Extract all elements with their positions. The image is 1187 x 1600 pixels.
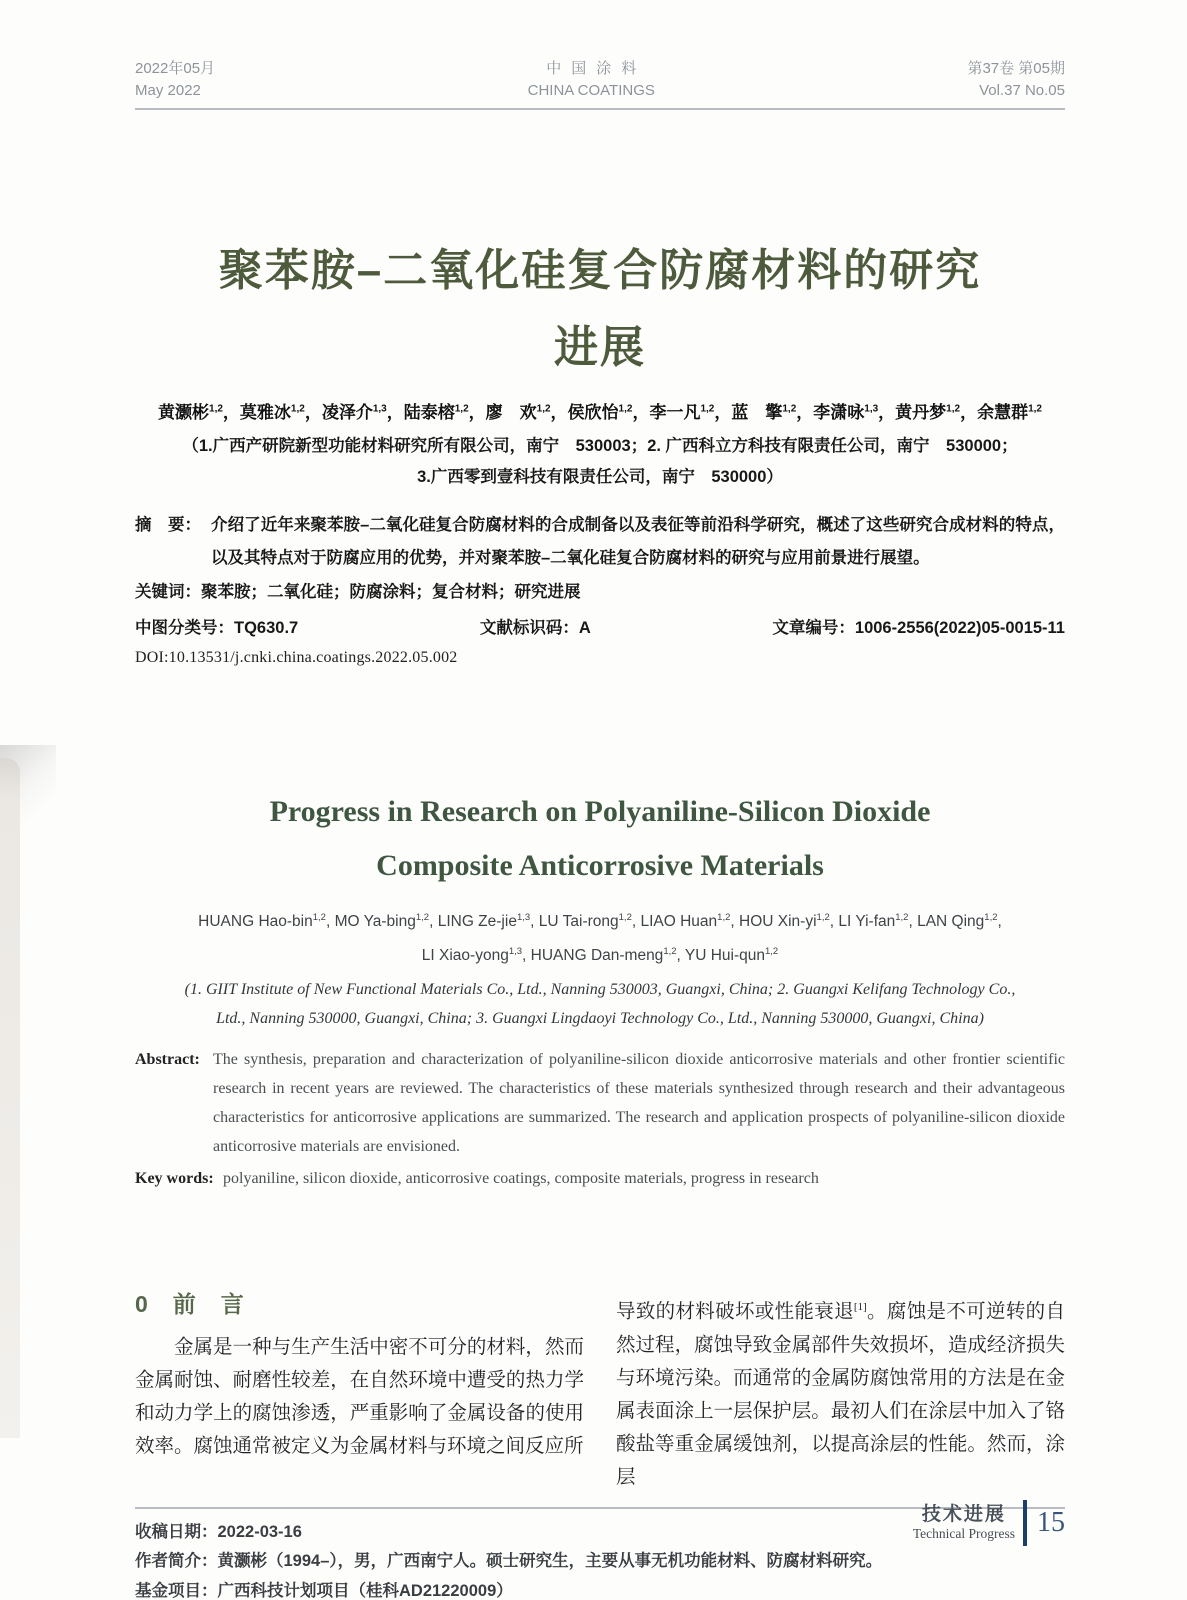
author-name: 余慧群$^{1,2}$	[977, 403, 1042, 422]
header-issue-cn: 第37卷 第05期	[967, 60, 1065, 77]
author-name: 侯欣怡$^{1,2}$	[567, 403, 633, 422]
header-date	[135, 58, 215, 102]
body-right-post: 。腐蚀是不可逆转的自然过程，腐蚀导致金属部件失效损坏，造成经济损失与环境污染。而通常的金属防腐蚀常用的方法是在金属表面涂上一层保护层。最初人们在涂层中加入了铬酸盐等重金属缓蚀剂，以提高涂层的性能。然而，涂层	[616, 1301, 1065, 1488]
abstract-cn-label: 摘 要：	[135, 516, 201, 534]
authors-en	[135, 903, 1065, 971]
header-journal	[528, 58, 655, 102]
author-name: 李潇咏$^{1,3}$	[813, 403, 879, 422]
authors-en-line1: HUANG Hao-bin$^{1,2}$, MO Ya-bing$^{1,2}$, LING Ze-jie$^{1,3}$, LU Tai-rong$^{1,2}$, LIAO Huan$^{1,2}$, HOU Xin-yi$^{1,2}$, LI Yi-fan$^{1,2}$, LAN Qing$^{1,2}$,	[198, 912, 1002, 931]
keywords-cn	[135, 576, 1065, 609]
author-name: HUANG Hao-bin$^{1,2}$	[198, 912, 326, 931]
affiliations-cn	[135, 431, 1065, 493]
body-paragraph-right	[616, 1291, 1065, 1494]
footer-divider-bar	[1023, 1500, 1027, 1546]
author-name: 黄灏彬$^{1,2}$	[158, 403, 223, 422]
meta-row	[135, 612, 1065, 644]
author-name: HOU Xin-yi$^{1,2}$	[739, 912, 830, 931]
authors-en-line2: LI Xiao-yong$^{1,3}$, HUANG Dan-meng$^{1,2}$, YU Hui-qun$^{1,2}$	[421, 946, 779, 965]
author-name: LING Ze-jie$^{1,3}$	[437, 912, 531, 931]
authors-cn: 黄灏彬$^{1,2}$，莫雅冰$^{1,2}$，凌泽介$^{1,3}$，陆泰榕$^{1,2}$，廖 欢$^{1,2}$，侯欣怡$^{1,2}$，李一凡$^{1,2}$，蓝 擎$^{1,2}$，李潇咏$^{1,3}$，黄丹梦$^{1,2}$，余慧群$^{1,2}$	[158, 403, 1042, 422]
article-title-en-line2: Composite Anticorrosive Materials	[376, 849, 824, 882]
body-column-left	[135, 1289, 584, 1494]
header-date-cn: 2022年05月	[135, 60, 216, 77]
clc-number: 中图分类号：TQ630.7	[135, 619, 299, 637]
keywords-cn-label: 关键词：	[135, 583, 201, 601]
body-columns	[135, 1289, 1065, 1494]
abstract-en	[135, 1045, 1065, 1161]
page-number: 15	[1037, 1507, 1065, 1538]
article-title-cn-line2: 进展	[554, 323, 646, 372]
keywords-cn-text: 聚苯胺；二氧化硅；防腐涂料；复合材料；研究进展	[201, 583, 581, 601]
footer-column-cn: 技术进展	[921, 1504, 1006, 1525]
author-name: HUANG Dan-meng$^{1,2}$	[530, 946, 677, 965]
author-name: LI Yi-fan$^{1,2}$	[838, 912, 909, 931]
author-name: LU Tai-rong$^{1,2}$	[538, 912, 632, 931]
author-name: 黄丹梦$^{1,2}$	[895, 403, 961, 422]
keywords-en-label: Key words:	[135, 1170, 214, 1188]
author-name: 蓝 擎$^{1,2}$	[731, 403, 797, 422]
author-name: 莫雅冰$^{1,2}$	[239, 403, 305, 422]
keywords-en-text: polyaniline, silicon dioxide, anticorrosive coatings, composite materials, progress in research	[223, 1170, 819, 1188]
keywords-en	[135, 1164, 1065, 1193]
scan-shadow-left-edge	[0, 758, 20, 1438]
footnote-funding: 基金项目：广西科技计划项目（桂科AD21220009）	[135, 1581, 513, 1600]
header-date-en: May 2022	[135, 82, 201, 99]
header-journal-en: CHINA COATINGS	[527, 82, 655, 99]
footnote-received-date: 收稿日期：2022-03-16	[135, 1522, 302, 1541]
footnote-author-bio: 作者简介：黄灏彬（1994–），男，广西南宁人。硕士研究生，主要从事无机功能材料、防腐材料研究。	[135, 1552, 883, 1571]
citation-ref-1: [1]	[853, 1301, 867, 1314]
article-title-cn	[135, 232, 1065, 386]
author-name: 陆泰榕$^{1,2}$	[403, 403, 469, 422]
article-title-en	[135, 785, 1065, 893]
body-column-right	[616, 1289, 1065, 1494]
abstract-en-label: Abstract:	[135, 1051, 200, 1069]
abstract-cn	[135, 509, 1065, 575]
affiliation-cn-line1: （1.广西产研院新型功能材料研究所有限公司，南宁 530003；2. 广西科立方科技有限责任公司，南宁 530000；	[182, 437, 1018, 455]
affiliation-en-line2: Ltd., Nanning 530000, Guangxi, China; 3. Guangxi Lingdaoyi Technology Co., Ltd., Nanning 530000, Guangxi, China)	[216, 1010, 984, 1028]
author-name: LIAO Huan$^{1,2}$	[640, 912, 731, 931]
section-heading-0-intro: 0 前 言	[135, 1291, 245, 1318]
affiliations-en	[135, 975, 1065, 1033]
author-name: YU Hui-qun$^{1,2}$	[684, 946, 779, 965]
author-name: 李一凡$^{1,2}$	[649, 403, 715, 422]
article-id: 文章编号：1006-2556(2022)05-0015-11	[772, 619, 1065, 637]
footer-column-labels	[913, 1504, 1015, 1542]
doi: DOI:10.13531/j.cnki.china.coatings.2022.05.002	[135, 649, 458, 666]
header-issue	[967, 58, 1065, 102]
body-right-pre: 导致的材料破坏或性能衰退	[616, 1301, 854, 1323]
affiliation-cn-line2: 3.广西零到壹科技有限责任公司，南宁 530000）	[417, 468, 783, 486]
document-code: 文献标识码：A	[479, 619, 591, 637]
author-name: 凌泽介$^{1,3}$	[321, 403, 387, 422]
header-journal-cn: 中国涂料	[546, 60, 647, 77]
author-name: LAN Qing$^{1,2}$	[917, 912, 998, 931]
article-title-cn-line1: 聚苯胺–二氧化硅复合防腐材料的研究	[218, 246, 982, 295]
footer-badge	[913, 1500, 1065, 1546]
article-title-en-line1: Progress in Research on Polyaniline-Silicon Dioxide	[269, 795, 931, 828]
abstract-cn-text: 介绍了近年来聚苯胺–二氧化硅复合防腐材料的合成制备以及表征等前沿科学研究，概述了这些研究合成材料的特点，以及其特点对于防腐应用的优势，并对聚苯胺–二氧化硅复合防腐材料的研究与应用前景进行展望。	[211, 516, 1065, 567]
abstract-en-text: The synthesis, preparation and characterization of polyaniline-silicon dioxide anticorrosive materials and other frontier scientific research in recent years are reviewed. The characteristics of these materials synthesized through research and their advantageous characteristics for anticorrosive applications are summarized. The research and application prospects of polyaniline-silicon dioxide anticorrosive materials are envisioned.	[213, 1051, 1065, 1156]
footer-column-en: Technical Progress	[912, 1526, 1015, 1541]
author-name: LI Xiao-yong$^{1,3}$	[421, 946, 523, 965]
journal-header	[135, 0, 1065, 110]
author-name: 廖 欢$^{1,2}$	[485, 403, 551, 422]
author-name: MO Ya-bing$^{1,2}$	[334, 912, 430, 931]
affiliation-en-line1: (1. GIIT Institute of New Functional Materials Co., Ltd., Nanning 530003, Guangxi, China; 2. Guangxi Kelifang Technology Co.,	[184, 981, 1016, 999]
body-paragraph-left: 金属是一种与生产生活中密不可分的材料，然而金属耐蚀、耐磨性较差，在自然环境中遭受的热力学和动力学上的腐蚀渗透，严重影响了金属设备的使用效率。腐蚀通常被定义为金属材料与环境之间反应所	[135, 1337, 584, 1458]
header-issue-en: Vol.37 No.05	[979, 82, 1065, 99]
